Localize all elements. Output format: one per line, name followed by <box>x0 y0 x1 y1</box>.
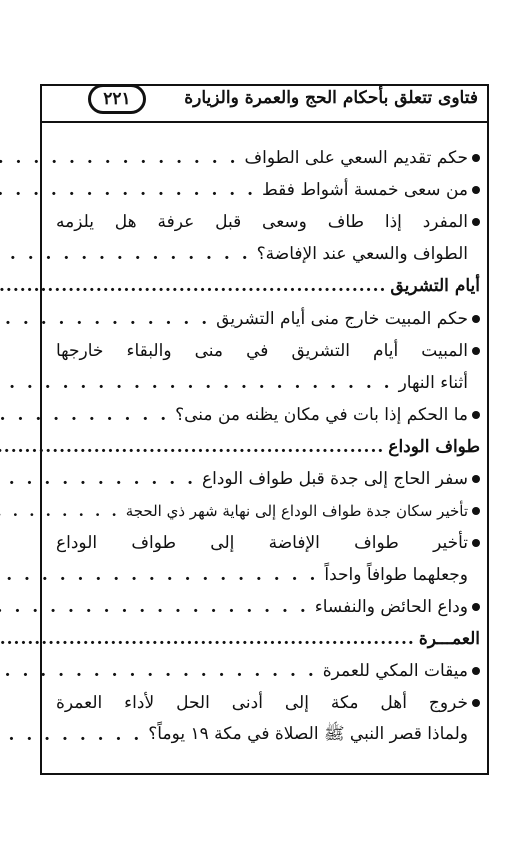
section-title: أيام التشريق <box>390 276 480 296</box>
entry-title: الطواف والسعي عند الإفاضة؟ <box>256 244 468 264</box>
entry-title: حكم المبيت خارج منى أيام التشريق <box>216 309 468 329</box>
entry-title: ولماذا قصر النبي ﷺ الصلاة في مكة ١٩ يوماً؟ <box>148 723 468 744</box>
bullet-icon <box>472 539 480 547</box>
leader-dots <box>0 148 239 168</box>
entry-title: سفر الحاج إلى جدة قبل طواف الوداع <box>202 469 468 489</box>
leader-dots <box>0 309 210 329</box>
entry-title: أثناء النهار <box>398 373 468 393</box>
entry-title: تأخير طواف الإفاضة إلى طواف الوداع <box>56 533 468 553</box>
toc-entry-continuation <box>48 559 480 591</box>
toc-entry <box>48 399 480 431</box>
entry-title: ما الحكم إذا بات في مكان يظنه من منى؟ <box>175 405 468 425</box>
entry-title: تأخير سكان جدة طواف الوداع إلى نهاية شهر ذي الحجة <box>125 502 468 520</box>
entry-title: خروج أهل مكة إلى أدنى الحل لأداء العمرة <box>56 693 468 713</box>
leader-dots <box>0 244 251 264</box>
section-heading <box>48 431 480 463</box>
toc-entry <box>48 142 480 174</box>
page-number: ٢٢١ <box>103 89 131 109</box>
bullet-icon <box>472 218 480 226</box>
bullet-icon <box>472 315 480 323</box>
leader-dots <box>0 629 415 649</box>
bullet-icon <box>472 507 480 515</box>
entry-title: وجعلهما طوافاً واحداً <box>324 565 468 585</box>
leader-dots <box>0 597 309 617</box>
running-header-title: فتاوى تتعلق بأحكام الحج والعمرة والزيارة <box>184 88 478 108</box>
toc-entry <box>48 335 480 367</box>
toc-entry <box>48 174 480 206</box>
toc-entry <box>48 527 480 559</box>
header-divider <box>40 121 489 123</box>
section-title: طواف الوداع <box>388 437 480 457</box>
leader-dots <box>0 180 256 200</box>
leader-dots <box>0 405 169 425</box>
entry-title: وداع الحائض والنفساء <box>314 597 468 617</box>
toc-entry <box>48 655 480 687</box>
entry-title: من سعى خمسة أشواط فقط <box>262 180 468 200</box>
page-number-badge <box>88 84 146 114</box>
leader-dots <box>0 276 386 296</box>
section-heading <box>48 623 480 655</box>
toc-entry <box>48 687 480 719</box>
entry-title: المبيت أيام التشريق في منى والبقاء خارجها <box>56 341 468 361</box>
leader-dots <box>0 437 384 457</box>
bullet-icon <box>472 667 480 675</box>
bullet-icon <box>472 699 480 707</box>
toc-entry-continuation <box>48 719 480 751</box>
toc-entry-continuation <box>48 238 480 270</box>
toc-entry <box>48 463 480 495</box>
section-heading <box>48 270 480 302</box>
entry-title: ميقات المكي للعمرة <box>322 661 468 681</box>
leader-dots <box>0 502 120 520</box>
leader-dots <box>0 373 393 393</box>
leader-dots <box>0 725 142 745</box>
entry-title: حكم تقديم السعي على الطواف <box>244 148 468 168</box>
toc-entry <box>48 303 480 335</box>
bullet-icon <box>472 347 480 355</box>
bullet-icon <box>472 603 480 611</box>
leader-dots <box>0 469 196 489</box>
toc-entry <box>48 495 480 527</box>
bullet-icon <box>472 186 480 194</box>
leader-dots <box>0 565 318 585</box>
toc-entry <box>48 591 480 623</box>
bullet-icon <box>472 411 480 419</box>
section-title: العمـــرة <box>418 629 480 649</box>
toc-entry <box>48 206 480 238</box>
bullet-icon <box>472 154 480 162</box>
entry-title: المفرد إذا طاف وسعى قبل عرفة هل يلزمه <box>56 212 468 232</box>
bullet-icon <box>472 475 480 483</box>
leader-dots <box>0 661 317 681</box>
toc-entry-continuation <box>48 367 480 399</box>
